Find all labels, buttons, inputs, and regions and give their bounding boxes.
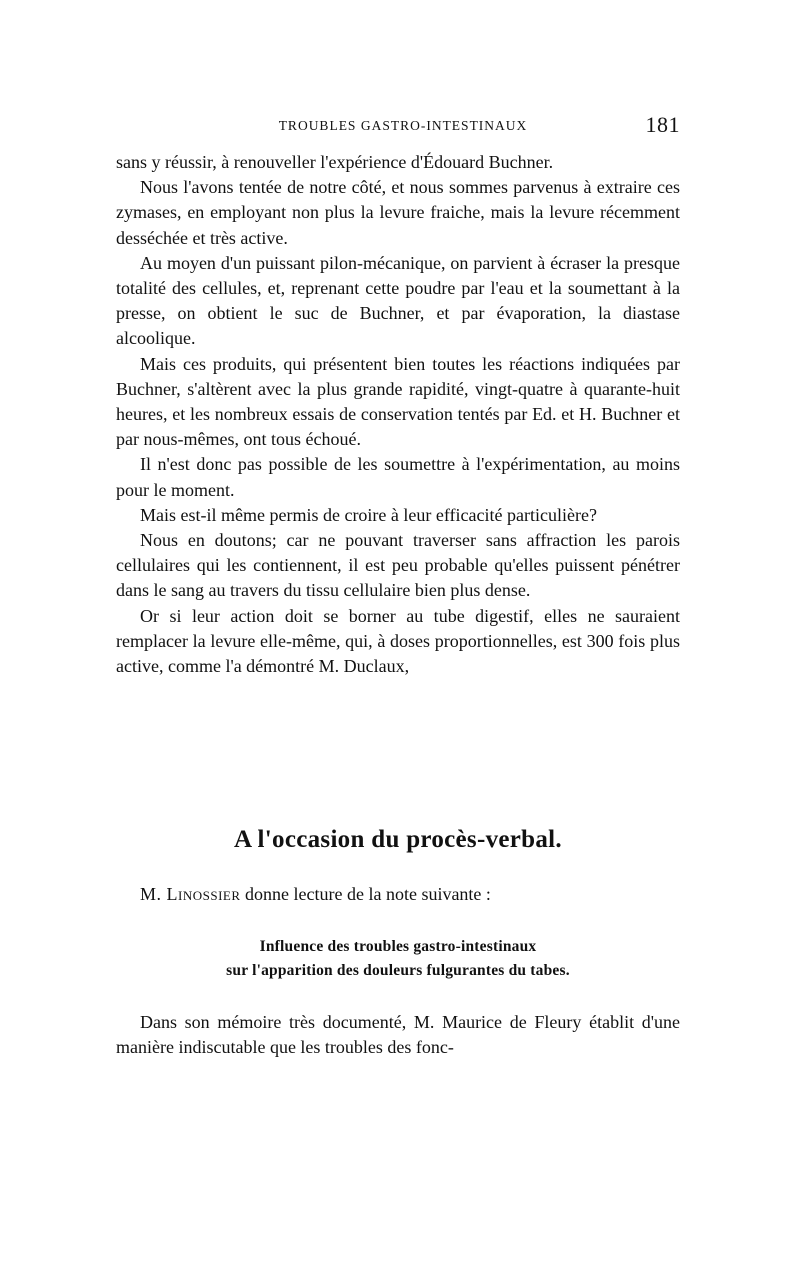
running-head: TROUBLES GASTRO-INTESTINAUX (278, 118, 528, 133)
note-paragraph: Dans son mémoire très documenté, M. Maurice de Fleury établit d'une manière indiscutable que les troubles des fonc- (116, 1012, 680, 1058)
speaker-name: M. Linossier (140, 884, 241, 904)
note-title-line-2: sur l'apparition des douleurs fulgurantes du tabes. (226, 962, 570, 979)
page-header (116, 112, 680, 146)
page-number: 181 (645, 112, 680, 137)
paragraph-experimentation: Il n'est donc pas possible de les soumettre à l'expérimentation, au moins pour le moment. (116, 454, 680, 500)
paragraph-zymase-extraction: Nous l'avons tentée de notre côté, et nous sommes parvenus à extraire ces zymases, en employant non plus la levure fraiche, mais la levure récemment desséchée et très active. (116, 177, 680, 248)
lecture-line (140, 884, 491, 905)
note-title-line-1: Influence des troubles gastro-intestinaux (259, 938, 537, 955)
paragraph-efficacite: Mais est-il même permis de croire à leur efficacité particulière? (140, 504, 597, 525)
lecture-text: donne lecture de la note suivante : (240, 884, 491, 904)
paragraph-doutons: Nous en doutons; car ne pouvant traverser sans affraction les parois cellulaires qui les contiennent, il est peu probable qu'elles puissent pénétrer dans le sang au travers du tissu cellulaire bien plus dense. (116, 530, 680, 601)
paragraph-alteration: Mais ces produits, qui présentent bien toutes les réactions indiquées par Buchner, s'altèrent avec la plus grande rapidité, vingt-quatre à quarante-huit heures, et les nombreux essais de conservation tentés par Ed. et H. Buchner et par nous-mêmes, ont tous échoué. (116, 353, 680, 450)
paragraph-continuation: sans y réussir, à renouveller l'expérience d'Édouard Buchner. (116, 152, 554, 172)
note-body (116, 1010, 680, 1060)
paragraph-tube-digestif: Or si leur action doit se borner au tube digestif, elles ne sauraient remplacer la levure elle-même, qui, à doses proportionnelles, est 300 fois plus active, comme l'a démontré M. Duclaux, (116, 605, 680, 677)
note-title (116, 935, 680, 983)
paragraph-pilon-mecanique: Au moyen d'un puissant pilon-mécanique, on parvient à écraser la presque totalité des cellules, et, reprenant cette poudre par l'eau et la soumettant à la presse, on obtient le suc de Buchner, et par évaporation, la diastase alcoolique. (116, 252, 680, 349)
body-text (116, 150, 680, 679)
section-heading: A l'occasion du procès-verbal. (234, 826, 562, 853)
